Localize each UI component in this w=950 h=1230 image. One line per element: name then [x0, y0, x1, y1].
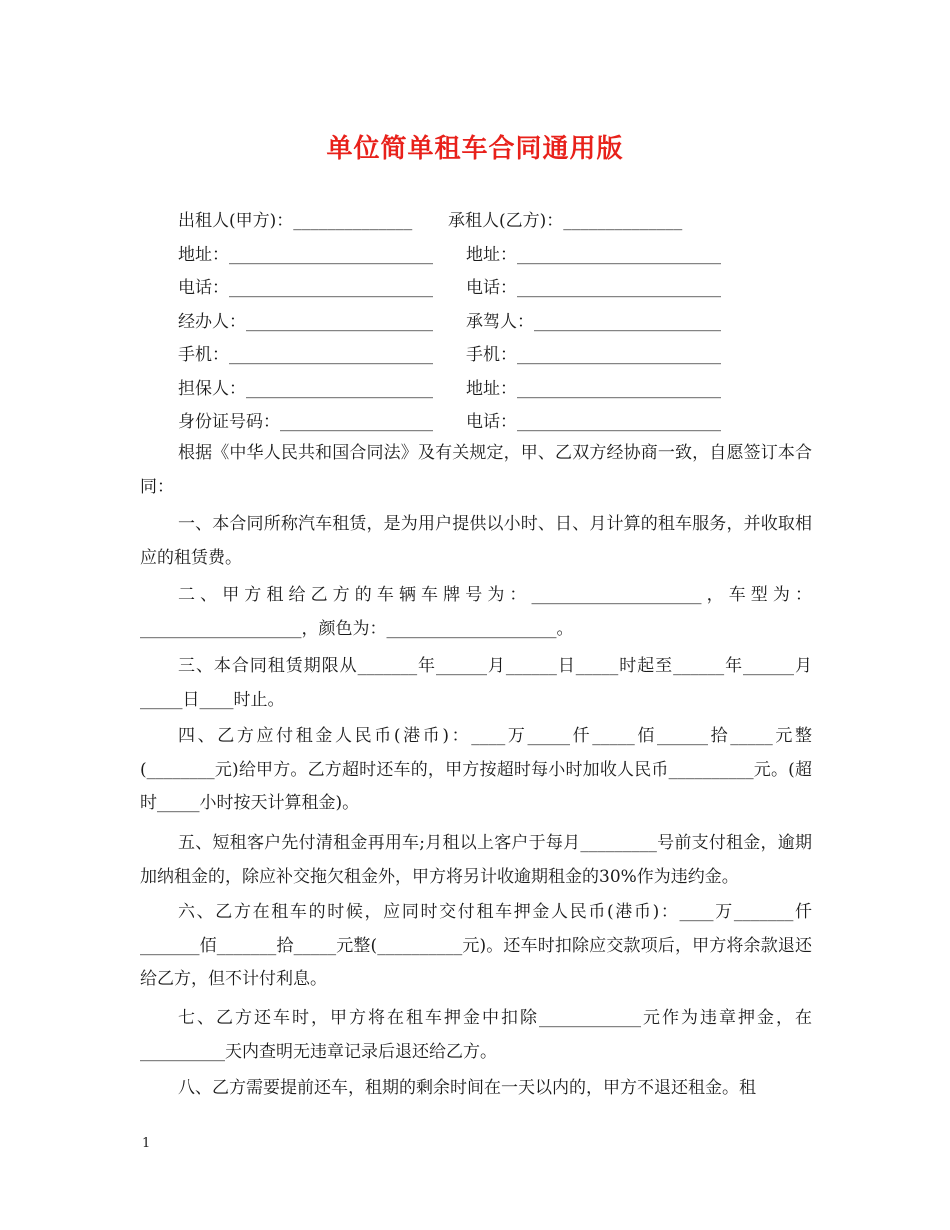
clause-2: 二、甲方租给乙方的车辆车牌号为：____________________，车型为：___________________，颜色为：____________________。: [140, 585, 812, 639]
party-field-left: 电话：________________________: [178, 278, 433, 298]
lessee-field: 承租人(乙方)：______________: [448, 211, 683, 231]
page-number: 1: [142, 1136, 151, 1151]
party-field-right: 承驾人：______________________: [466, 312, 721, 332]
party-field-left: 地址：________________________: [178, 245, 433, 265]
party-field-right: 电话：________________________: [466, 278, 721, 298]
intro-paragraph: 根据《中华人民共和国合同法》及有关规定，甲、乙双方经协商一致，自愿签订本合同：: [140, 443, 812, 497]
document-title: 单位简单租车合同通用版: [326, 134, 624, 164]
clause-4: 四、乙方应付租金人民币(港币)：____万_____仟_____佰______拾_____元整(________元)给甲方。乙方超时还车的，甲方按超时每小时加收人民币__________元。(超时_____小时按天计算租金)。: [140, 726, 812, 813]
party-field-left: 手机：________________________: [178, 345, 433, 365]
party-field-left: 身份证号码：__________________: [178, 412, 433, 432]
clause-3: 三、本合同租赁期限从_______年______月______日_____时起至______年______月_____日____时止。: [140, 656, 812, 710]
party-field-right: 电话：________________________: [466, 412, 721, 432]
clause-1: 一、本合同所称汽车租赁，是为用户提供以小时、日、月计算的租车服务，并收取相应的租赁费。: [140, 514, 812, 568]
clause-5: 五、短租客户先付清租金再用车;月租以上客户于每月_________号前支付租金，逾期加纳租金的，除应补交拖欠租金外，甲方将另计收逾期租金的30%作为违约金。: [140, 833, 812, 887]
party-field-right: 地址：________________________: [466, 245, 721, 265]
party-field-left: 担保人：______________________: [178, 379, 433, 399]
party-field-left: 经办人：______________________: [178, 312, 433, 332]
party-field-right: 地址：________________________: [466, 379, 721, 399]
party-field-right: 手机：________________________: [466, 345, 721, 365]
clause-7: 七、乙方还车时，甲方将在租车押金中扣除____________元作为违章押金，在__________天内查明无违章记录后退还给乙方。: [140, 1008, 812, 1062]
clause-8: 八、乙方需要提前还车，租期的剩余时间在一天以内的，甲方不退还租金。租: [178, 1078, 756, 1098]
clause-6: 六、乙方在租车的时候，应同时交付租车押金人民币(港币)：____万_______仟_______佰_______拾_____元整(__________元)。还车时扣除应交款项后，甲方将余款退还给乙方，但不计付利息。: [140, 902, 812, 989]
lessor-field: 出租人(甲方)：______________: [178, 211, 413, 231]
